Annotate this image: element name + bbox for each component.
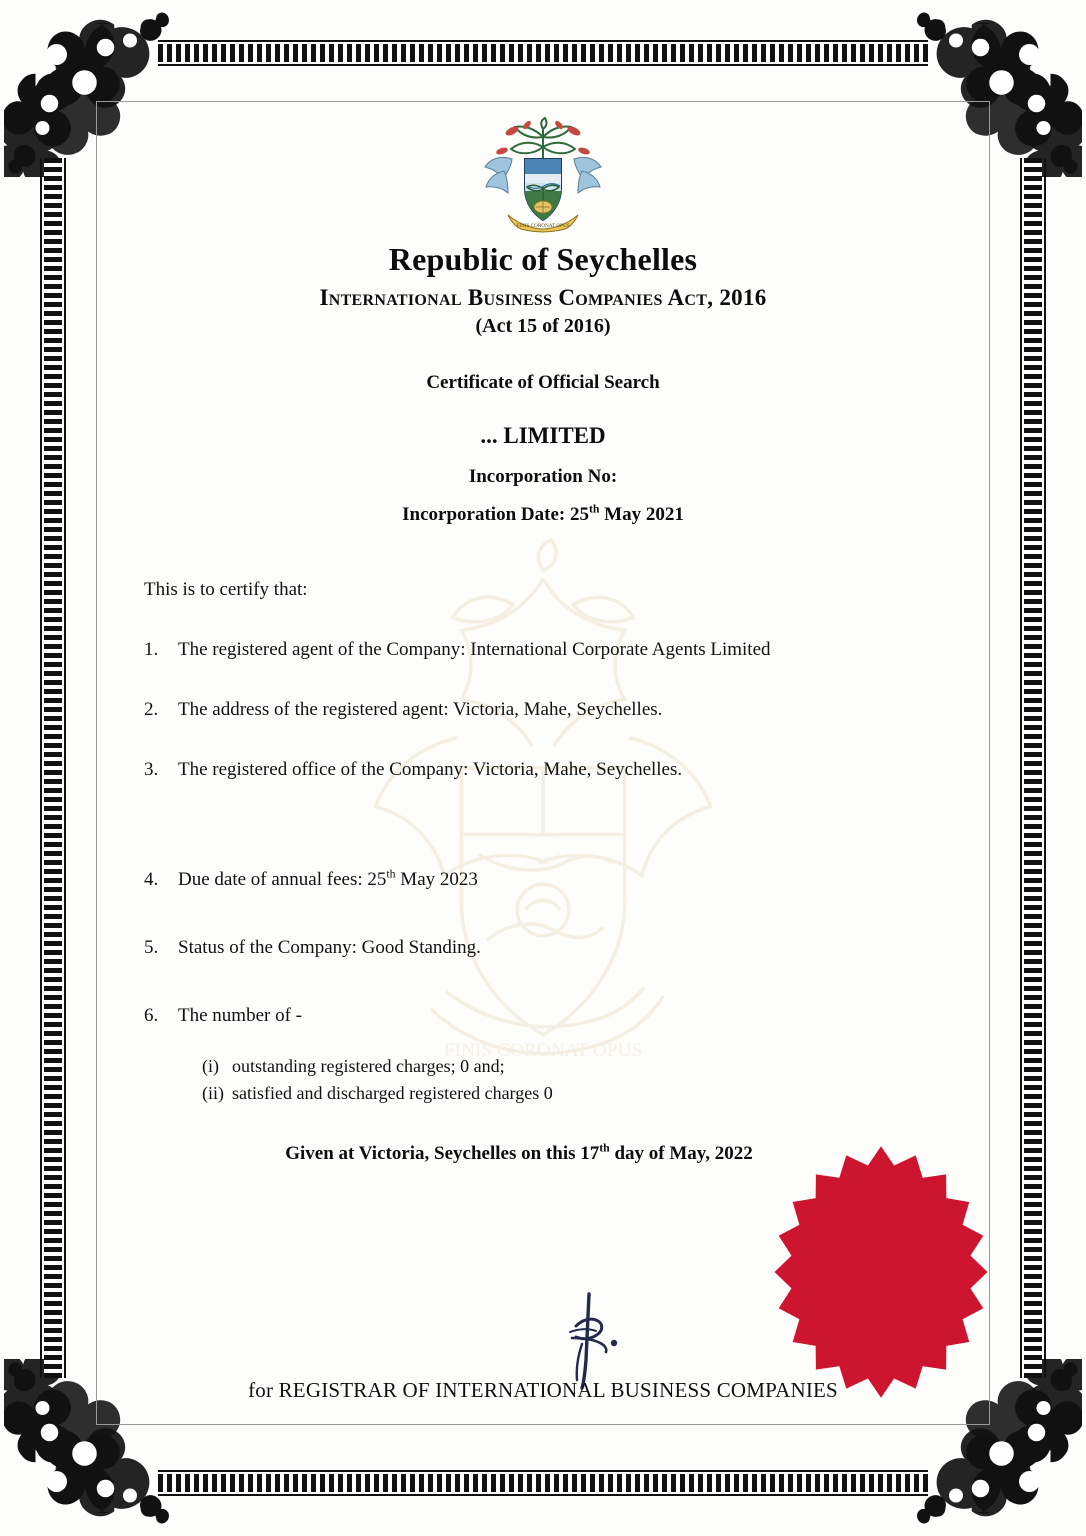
item-text: The registered office of the Company: Victoria, Mahe, Seychelles. bbox=[178, 759, 683, 780]
sub-item-text: satisfied and discharged registered charges 0 bbox=[232, 1083, 553, 1103]
incorporation-date-ordinal: th bbox=[588, 502, 600, 516]
act-title: International Business Companies Act, 2016 bbox=[319, 285, 767, 310]
item-text: The registered agent of the Company: International Corporate Agents Limited bbox=[178, 639, 771, 660]
certificate-title: Certificate of Official Search bbox=[426, 372, 660, 393]
border-band-left bbox=[40, 158, 66, 1378]
incorporation-date bbox=[96, 504, 990, 526]
item-text bbox=[178, 869, 478, 891]
incorporation-date-day: 25 bbox=[569, 504, 589, 525]
item-number: 2. bbox=[144, 699, 159, 720]
incorporation-number-label: Incorporation No: bbox=[468, 466, 618, 487]
certificate-body bbox=[144, 579, 950, 1107]
company-name: ... LIMITED bbox=[480, 423, 606, 448]
item-text-after: May 2023 bbox=[395, 869, 478, 890]
country-title: Republic of Seychelles bbox=[388, 241, 698, 277]
given-text-before: Given at Victoria, Seychelles on this 17 bbox=[285, 1143, 600, 1164]
incorporation-date-month-year: May 2021 bbox=[604, 504, 684, 525]
certificate-heading-block bbox=[96, 241, 990, 526]
list-item bbox=[202, 1053, 950, 1080]
certified-items-list bbox=[144, 639, 950, 1027]
list-item bbox=[144, 699, 950, 721]
list-item bbox=[144, 937, 950, 959]
red-starburst-seal bbox=[750, 1141, 1012, 1403]
lead-in-text: This is to certify that: bbox=[144, 579, 308, 600]
border-band-bottom bbox=[158, 1470, 928, 1496]
item-number: 5. bbox=[144, 937, 159, 958]
sub-item-roman: (i) bbox=[202, 1056, 219, 1076]
list-item bbox=[144, 1005, 950, 1027]
item-number: 4. bbox=[144, 869, 159, 890]
item-text: The number of - bbox=[178, 1005, 302, 1026]
item-text-before: Due date of annual fees: 25 bbox=[178, 869, 387, 890]
seychelles-coat-of-arms-icon bbox=[478, 115, 608, 233]
border-band-right bbox=[1020, 158, 1046, 1378]
sub-item-roman: (ii) bbox=[202, 1083, 224, 1103]
sub-item-text: outstanding registered charges; 0 and; bbox=[232, 1056, 505, 1076]
svg-text:FINIS CORONAT OPUS: FINIS CORONAT OPUS bbox=[443, 1040, 643, 1062]
handwritten-signature bbox=[548, 1286, 658, 1391]
list-item bbox=[144, 759, 950, 781]
act-reference: (Act 15 of 2016) bbox=[475, 315, 611, 337]
item-number: 1. bbox=[144, 639, 159, 660]
charges-sub-list bbox=[202, 1053, 950, 1107]
svg-text:FINIS CORONAT OPUS: FINIS CORONAT OPUS bbox=[516, 223, 570, 229]
certificate-content bbox=[96, 101, 990, 1425]
given-text-after: day of May, 2022 bbox=[609, 1143, 753, 1164]
incorporation-date-label: Incorporation Date: bbox=[402, 504, 566, 525]
item-number: 3. bbox=[144, 759, 159, 780]
list-item bbox=[202, 1080, 950, 1107]
registrar-line: for REGISTRAR OF INTERNATIONAL BUSINESS COMPANIES bbox=[248, 1378, 838, 1402]
border-band-top bbox=[158, 40, 928, 66]
item-number: 6. bbox=[144, 1005, 159, 1026]
item-ordinal: th bbox=[386, 867, 396, 881]
list-item bbox=[144, 869, 950, 891]
item-text: Status of the Company: Good Standing. bbox=[178, 937, 481, 958]
list-item bbox=[144, 639, 950, 661]
item-text: The address of the registered agent: Victoria, Mahe, Seychelles. bbox=[178, 699, 663, 720]
given-ordinal: th bbox=[599, 1141, 610, 1155]
